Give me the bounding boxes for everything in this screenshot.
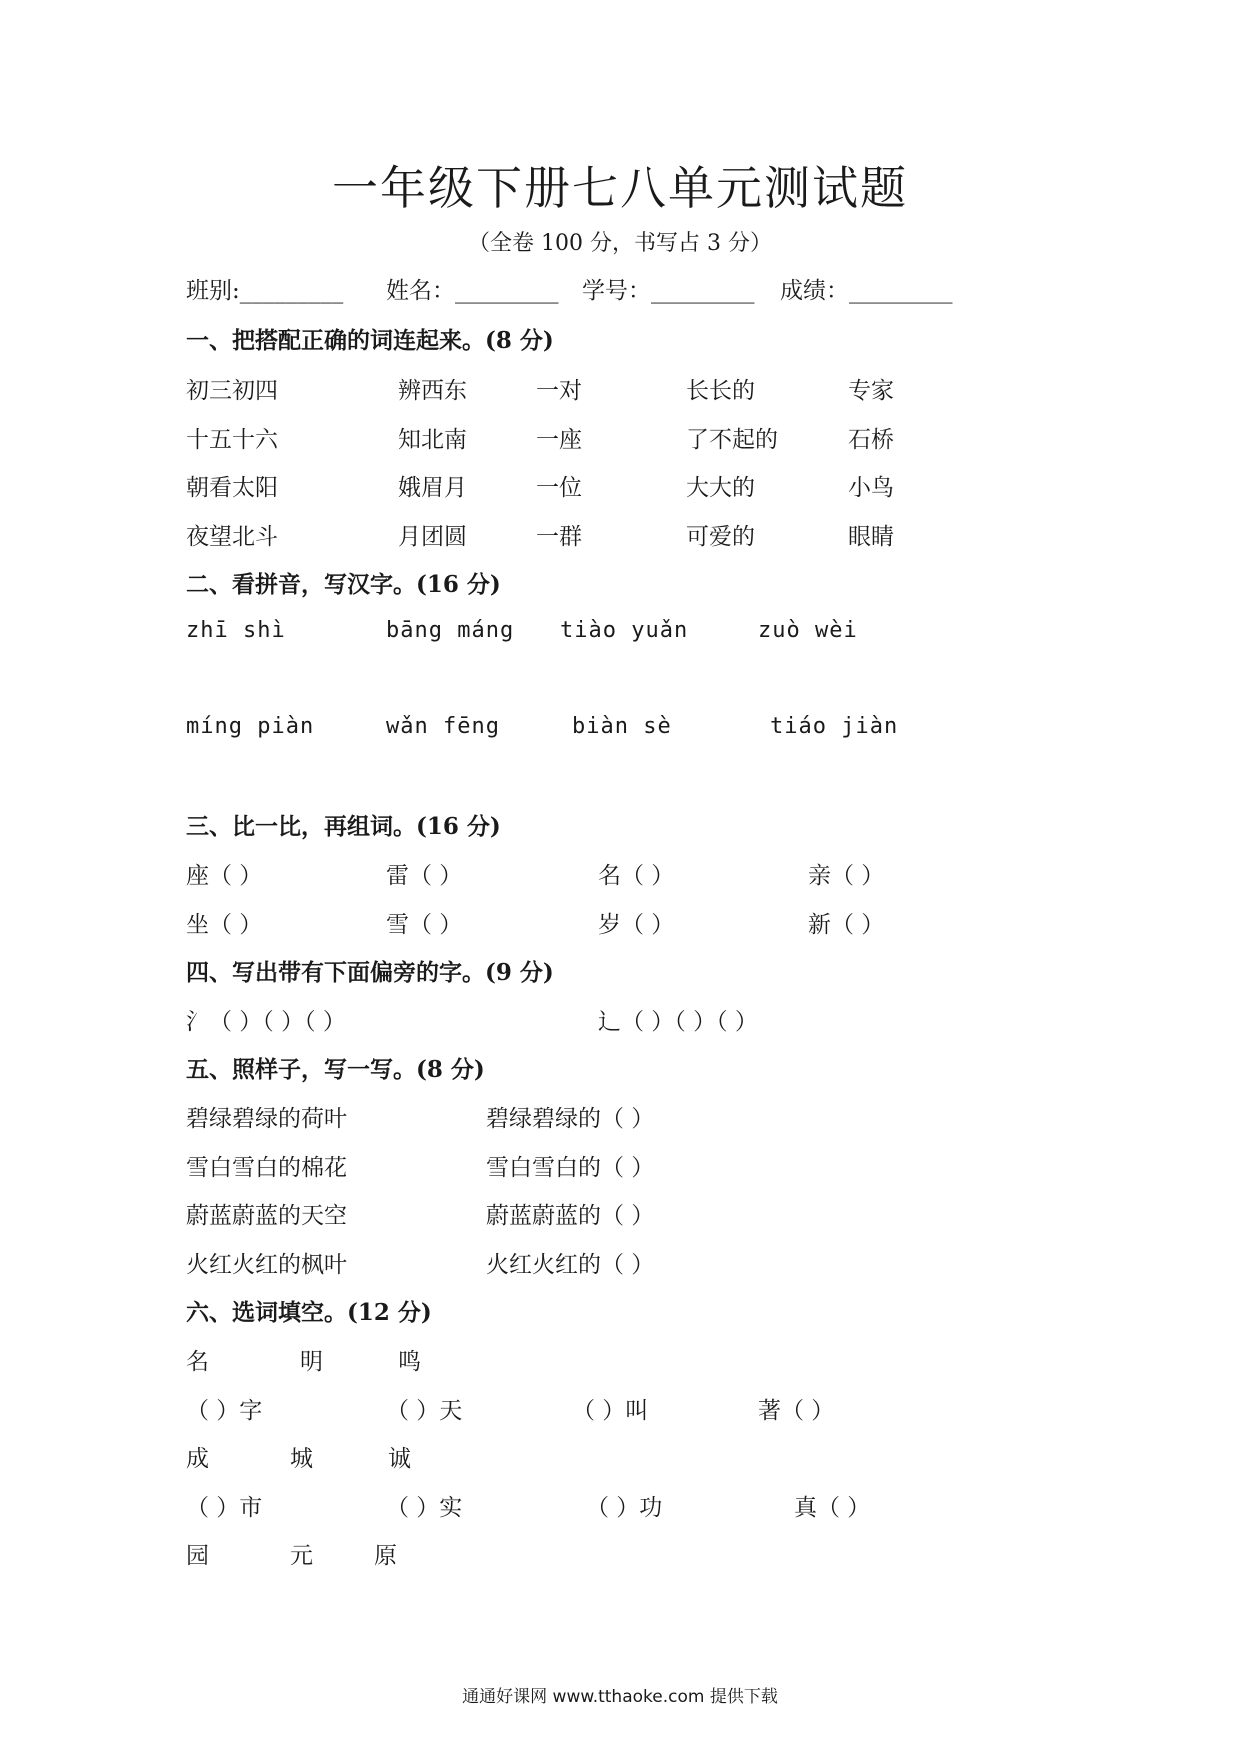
pinyin-item: tiào yuǎn: [560, 618, 689, 643]
footer-source: 通通好课网 www.tthaoke.com 提供下载: [462, 1687, 778, 1707]
s1-item: 可爱的: [686, 524, 755, 550]
word-choice: 名: [186, 1349, 209, 1375]
compare-item: 名（ ）: [598, 863, 675, 889]
s1-item: 朝看太阳: [186, 475, 278, 501]
name-field: 姓名：_________: [386, 278, 559, 304]
fill-blank: 真（ ）: [794, 1495, 871, 1521]
pinyin-item: wǎn fēng: [386, 714, 500, 739]
fill-blank: （ ）叫: [572, 1398, 649, 1424]
compare-item: 雷（ ）: [386, 863, 463, 889]
compare-item: 坐（ ）: [186, 912, 263, 938]
section-2-heading: 二、看拼音，写汉字。(16 分): [186, 571, 501, 598]
word-choice: 园: [186, 1543, 209, 1569]
fill-phrase: 雪白雪白的（ ）: [486, 1155, 655, 1181]
page-subtitle: （全卷 100 分，书写占 3 分）: [468, 231, 772, 256]
compare-item: 亲（ ）: [808, 863, 885, 889]
word-choice: 明: [300, 1349, 323, 1375]
fill-blank: （ ）市: [186, 1495, 263, 1521]
fill-phrase: 蔚蓝蔚蓝的（ ）: [486, 1203, 655, 1229]
word-choice: 元: [290, 1543, 313, 1569]
s1-item: 一位: [536, 475, 582, 501]
s1-item: 专家: [848, 378, 894, 404]
compare-item: 新（ ）: [808, 912, 885, 938]
compare-item: 岁（ ）: [598, 912, 675, 938]
fill-phrase: 碧绿碧绿的（ ）: [486, 1106, 655, 1132]
page-title: 一年级下册七八单元测试题: [332, 161, 908, 215]
student-number-field: 学号：_________: [582, 278, 755, 304]
section-1-heading: 一、把搭配正确的词连起来。(8 分): [186, 327, 554, 354]
s1-item: 夜望北斗: [186, 524, 278, 550]
word-choice: 原: [374, 1543, 397, 1569]
word-choice: 鸣: [398, 1349, 421, 1375]
s1-item: 一对: [536, 378, 582, 404]
s1-item: 娥眉月: [398, 475, 467, 501]
s1-item: 小鸟: [848, 475, 894, 501]
pinyin-item: zuò wèi: [758, 618, 858, 643]
word-choice: 诚: [388, 1446, 411, 1472]
radical-item: 氵（ ）（ ）（ ）: [186, 1009, 346, 1035]
pinyin-item: zhī shì: [186, 618, 286, 643]
fill-blank: （ ）功: [586, 1495, 663, 1521]
section-6-heading: 六、选词填空。(12 分): [186, 1299, 432, 1326]
pinyin-item: míng piàn: [186, 714, 315, 739]
s1-item: 月团圆: [398, 524, 467, 550]
pinyin-item: tiáo jiàn: [770, 714, 899, 739]
compare-item: 雪（ ）: [386, 912, 463, 938]
word-choice: 城: [290, 1446, 313, 1472]
section-5-heading: 五、照样子，写一写。(8 分): [186, 1056, 485, 1083]
fill-blank: （ ）实: [386, 1495, 463, 1521]
example-phrase: 雪白雪白的棉花: [186, 1155, 347, 1181]
section-4-heading: 四、写出带有下面偏旁的字。(9 分): [186, 959, 554, 986]
s1-item: 大大的: [686, 475, 755, 501]
s1-item: 了不起的: [686, 427, 778, 453]
radical-item: 辶（ ）（ ）（ ）: [598, 1009, 758, 1035]
s1-item: 知北南: [398, 427, 467, 453]
class-field: 班别:_________: [186, 278, 344, 304]
example-phrase: 蔚蓝蔚蓝的天空: [186, 1203, 347, 1229]
s1-item: 初三初四: [186, 378, 278, 404]
score-field: 成绩：_________: [780, 278, 953, 304]
s1-item: 十五十六: [186, 427, 278, 453]
fill-blank: （ ）天: [386, 1398, 463, 1424]
pinyin-item: bāng máng: [386, 618, 515, 643]
s1-item: 一群: [536, 524, 582, 550]
pinyin-item: biàn sè: [572, 714, 672, 739]
section-3-heading: 三、比一比，再组词。(16 分): [186, 813, 501, 840]
s1-item: 一座: [536, 427, 582, 453]
compare-item: 座（ ）: [186, 863, 263, 889]
fill-blank: （ ）字: [186, 1398, 263, 1424]
fill-blank: 著（ ）: [758, 1398, 835, 1424]
s1-item: 长长的: [686, 378, 755, 404]
s1-item: 辨西东: [398, 378, 467, 404]
example-phrase: 碧绿碧绿的荷叶: [186, 1106, 347, 1132]
fill-phrase: 火红火红的（ ）: [486, 1252, 655, 1278]
word-choice: 成: [186, 1446, 209, 1472]
example-phrase: 火红火红的枫叶: [186, 1252, 347, 1278]
s1-item: 眼睛: [848, 524, 894, 550]
s1-item: 石桥: [848, 427, 894, 453]
